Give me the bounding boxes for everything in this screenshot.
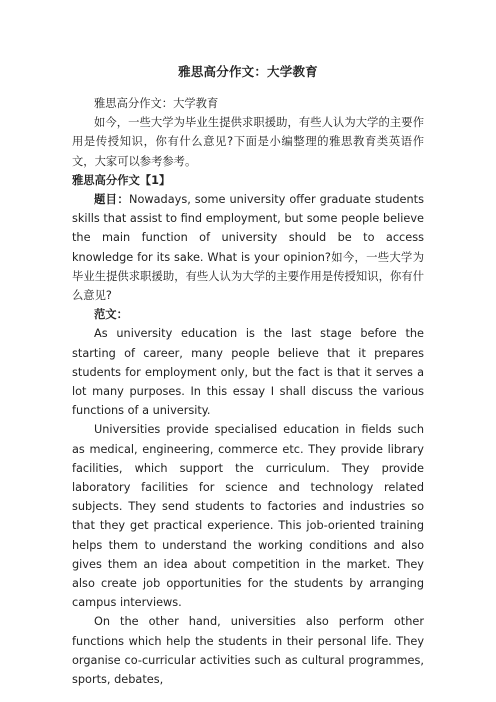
essay-paragraph-3: On the other hand, universities also perform other functions which help the students in their personal life. They organise co-curricular activities such as cultural programmes, sports, debates, — [72, 615, 424, 687]
essay-paragraph-1: As university education is the last stage before the starting of career, many people believe that it prepares students for employment only, but the fact is that it serves a lot many purposes. In this essay I shall discuss the various functions of a university. — [72, 327, 424, 418]
question-label: 题目： — [94, 193, 130, 207]
question-text: Nowadays, some university offer graduate students skills that assist to find employment, but some people believe the main function of university should be to access knowledge for its sake. What is your opinion?如今，一些大学为毕业生提供求职援助，有些人认为大学的主要作用是传授知识，你有什么意见? — [72, 193, 424, 303]
intro-text: 如今，一些大学为毕业生提供求职援助，有些人认为大学的主要作用是传授知识，你有什么意见?下面是小编整理的雅思教育类英语作文，大家可以参考参考。 — [72, 116, 424, 168]
question-paragraph — [72, 190, 424, 305]
document-title: 雅思高分作文：大学教育 — [178, 64, 318, 79]
sample-label: 范文： — [94, 308, 128, 322]
intro-heading: 雅思高分作文：大学教育 — [94, 97, 219, 110]
essay-paragraph-2: Universities provide specialised education in fields such as medical, engineering, commerce etc. They provide library facilities, which support the curriculum. They provide laboratory facilities for science and technology related subjects. They send students to factories and industries so that they get practical experience. This job-oriented training helps them to understand the working conditions and also gives them an idea about competition in the market. They also create job opportunities for the students by arranging campus interviews. — [72, 423, 424, 610]
section-heading: 雅思高分作文【1】 — [72, 173, 171, 187]
